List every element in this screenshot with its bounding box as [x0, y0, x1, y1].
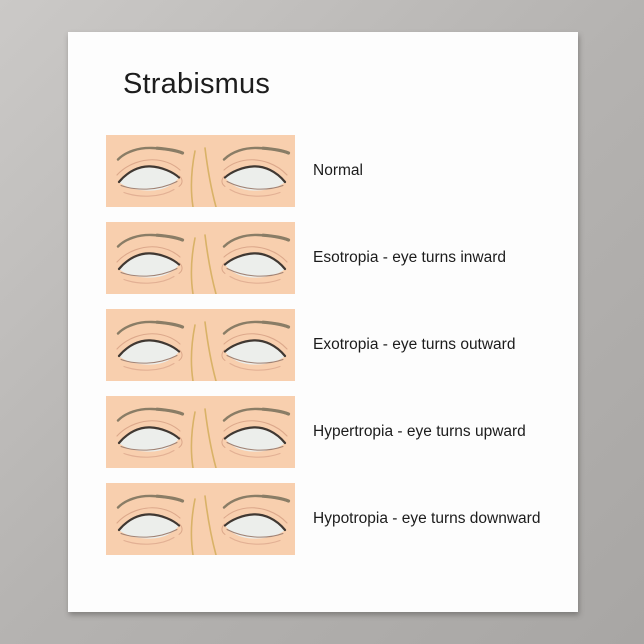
poster-title: Strabismus [123, 68, 271, 100]
strabismus-poster [68, 32, 578, 612]
eyes-illustration-normal [106, 135, 295, 207]
condition-label-exotropia: Exotropia - eye turns outward [313, 336, 516, 353]
strabismus-row-exotropia [106, 309, 540, 381]
strabismus-row-hypotropia [106, 483, 540, 555]
strabismus-row-esotropia [106, 222, 540, 294]
condition-label-hypotropia: Hypotropia - eye turns downward [313, 510, 541, 527]
strabismus-row-hypertropia [106, 396, 540, 468]
condition-label-hypertropia: Hypertropia - eye turns upward [313, 423, 526, 440]
eyes-illustration-hypertropia [106, 396, 295, 468]
condition-label-esotropia: Esotropia - eye turns inward [313, 249, 506, 266]
eyes-illustration-exotropia [106, 309, 295, 381]
eyes-illustration-esotropia [106, 222, 295, 294]
strabismus-row-normal [106, 135, 540, 207]
condition-label-normal: Normal [313, 162, 363, 179]
eyes-illustration-hypotropia [106, 483, 295, 555]
condition-rows [106, 135, 540, 555]
